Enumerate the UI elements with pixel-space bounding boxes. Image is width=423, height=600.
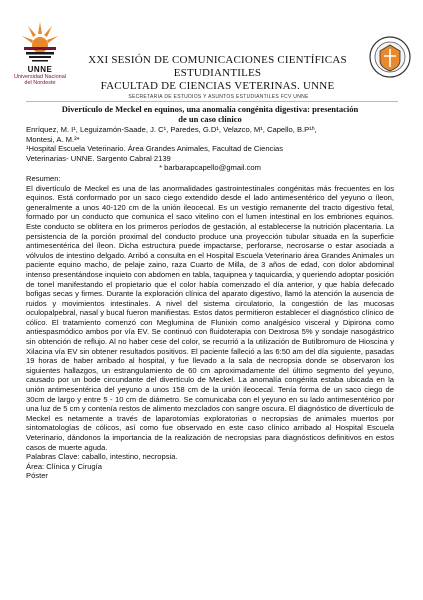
area: Área: Clínica y Cirugía <box>26 461 102 471</box>
abstract-body: El divertículo de Meckel es una de las anormalidades gastrointestinales congénitas más frecuentes en los equinos. Está conformado por un saco ciego extendido desde el lado antimesentérico del yeyuno o íleon, generalmente a unos 40-120 cm de la unión ileocecal. Es un vestigio remanente del tracto digestivo fetal, formado por un conducto que comunica el saco vitelino con el lumen intestinal en los embriones equinos. Este conducto se oblitera en los primeros períodos de gestación, al establecerse la nutrición placentaria. La persistencia de la porción proximal del conducto produce una proyección tubular situada en la superficie antimesentérica del íleon. Dicha estructura puede impactarse, perforarse, necrosarse o estar asociada a vólvulos de intestino delgado. Arribó a consulta en el Hospital Escuela Veterinario área Grandes Animales un paciente equino macho, de pelaje zaino, raza Cuarto de Milla, de 3 años de edad, con dolor abdominal intenso presentándose inquieto con abdomen en tabla, taquipnea y taquicardia, y queriendo adoptar posición de tonel manifestando el propietario que el color había comenzado el día anterior, y que había defecado bofigas secas y firmes. Durante la exploración clínica del aparato digestivo, llamó la atención la ausencia de ruidos y movimientos intestinales. A nivel del sistema circulatorio, la congestión de las mucosas oculopalpebral, nasal y bucal fueron manifiestas. Estos datos permitieron establecer el diagnóstico clínico de cólico. El tratamiento comenzó con Meglumina de Flunixin como analgésico visceral y Dipirona como antiespasmódico ambos por vía EV. Se continuó con fluidoterapia con Dextrosa 5% y sondaje nasogástrico sin obtención de reflujo. Al no haber cese del color, se recurrió a la utilización de Butilbromuro de Hioscina y Xilacina vía EV sin obtener resultados positivos. El paciente falleció a las 6:50 am del día siguiente, pasadas 19 horas de haber arribado al hospital, y fue llevado a la sala de necropsia donde se observaron los siguientes hallazgos, un estrangulamiento de 60 cm aproximadamente del último segmento del yeyuno, causado por un bode circundante del divertículo de Meckel. La anomalía congénita estaba ubicada en la unión antimesentérica del yeyuno a unos 158 cm de la unión ileocecal. Tenía forma de un saco ciego de 30cm de largo y entre 5 - 10 cm de diámetro. Se comunicaba con el yeyuno en su lado antimesentérico por una luz de 5 cm y contenía restos de alimento mezclados con sangre oscura. El diagnóstico de divertículo de Meckel es netamente a través de laparotomías exploratorias o necropsias de animales muertos por sintomatologías de cólicos, así como fue observado en este caso clínico arribado al Hospital Escuela Veterinario, dándonos la importancia de la realización de necropsias para diagnósticos definitivos en estos casos de muerte aguda. <box>26 183 394 452</box>
presentation-type: Póster <box>26 471 48 481</box>
contact-email: * barbarapcapello@gmail.com <box>159 163 261 173</box>
authors-line-2: Montesi, A. M.²* <box>26 134 80 144</box>
event-title <box>85 54 350 93</box>
paper-title <box>26 104 394 124</box>
affiliation-line-2: Veterinarias- UNNE. Sargento Cabral 2139 <box>26 153 171 163</box>
event-title-line-3: FACULTAD DE CIENCIAS VETERINAS. UNNE <box>100 80 335 92</box>
unne-logo <box>10 20 70 86</box>
paper-content <box>26 104 394 481</box>
secretaria-subtitle: SECRETARIA DE ESTUDIOS Y ASUNTOS ESTUDIANTILES FCV UNNE <box>128 94 309 100</box>
unne-logo-subtitle-2: del Nordeste <box>24 80 56 86</box>
resumen-label: Resumen: <box>26 173 61 183</box>
paper-title-line-2: de un caso clínico <box>178 114 242 124</box>
authors <box>26 125 394 144</box>
unne-logo-text: UNNE <box>27 65 53 74</box>
faculty-seal-icon <box>369 36 411 78</box>
unne-logo-subtitle-1: Universidad Nacional <box>14 74 66 80</box>
event-title-line-1: XXI SESIÓN DE COMUNICACIONES CIENTÍFICAS <box>88 54 347 66</box>
event-title-line-2: ESTUDIANTILES <box>173 67 262 79</box>
affiliation-line-1: ¹Hospital Escuela Veterinario. Área Grandes Animales, Facultad de Ciencias <box>26 144 284 154</box>
keywords: Palabras Clave: caballo, intestino, necropsia. <box>26 452 178 462</box>
affiliation <box>26 144 394 163</box>
header-divider <box>26 101 398 102</box>
page-header <box>0 0 423 102</box>
unne-sun-logo-icon <box>20 20 60 64</box>
paper-title-line-1: Divertículo de Meckel en equinos, una anomalía congénita digestiva: presentación <box>61 104 359 114</box>
authors-line-1: Enríquez, M. I¹, Leguizamón-Saade, J. C¹, Paredes, G.D¹, Velazco, M¹, Capello, B.P¹ʰ, <box>26 125 317 134</box>
